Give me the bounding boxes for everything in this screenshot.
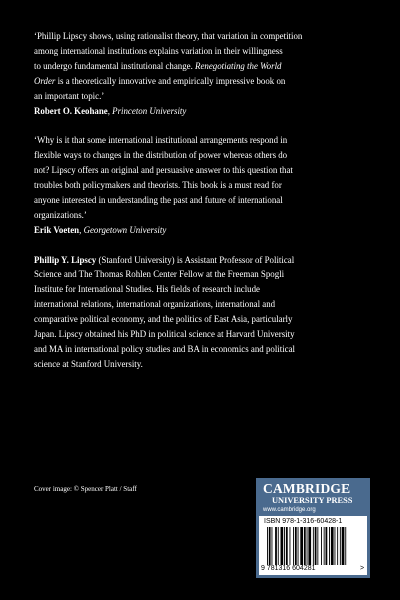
review-quote-line: ‘Why is it that some international institutional arrangements respond in bbox=[34, 135, 288, 146]
author-name: Phillip Y. Lipscy bbox=[34, 254, 97, 265]
barcode-bar bbox=[315, 527, 317, 565]
review-quote-line bbox=[34, 74, 369, 89]
barcode-bar bbox=[307, 527, 308, 565]
reviewer-name: Erik Voeten bbox=[34, 224, 80, 235]
barcode-bar bbox=[295, 527, 297, 565]
barcode-bar bbox=[326, 527, 328, 565]
barcode-bar bbox=[272, 527, 273, 565]
review-attribution-voeten: Erik Voeten, Georgetown University bbox=[34, 224, 167, 235]
barcode-bar bbox=[342, 527, 345, 565]
barcode-bar bbox=[284, 527, 285, 565]
reviewer-name: Robert O. Keohane bbox=[34, 105, 108, 116]
publisher-subtitle: UNIVERSITY PRESS bbox=[272, 496, 353, 505]
bio-line: Science and The Thomas Rohlen Center Fellow at the Freeman Spogli bbox=[34, 269, 285, 280]
bio-line: international relations, international organizations, international and bbox=[34, 299, 276, 310]
barcode-bar bbox=[321, 527, 322, 565]
barcode-bar bbox=[278, 527, 279, 565]
barcode-bar bbox=[275, 527, 277, 565]
review-quote-segment: is a theoretically innovative and empirically impressive book on bbox=[55, 75, 286, 86]
barcode-bar bbox=[340, 527, 341, 565]
barcode-bar bbox=[293, 527, 294, 565]
isbn-label: ISBN 978-1-316-60428-1 bbox=[264, 518, 343, 525]
barcode-bar bbox=[329, 527, 330, 565]
barcode-bar bbox=[290, 527, 291, 565]
book-title-italic: Renegotiating the World bbox=[195, 60, 282, 71]
publisher-url: www.cambridge.org bbox=[263, 507, 316, 513]
barcode-bar bbox=[267, 527, 268, 565]
cover-image-credit: Cover image: © Spencer Platt / Staff bbox=[34, 485, 137, 493]
barcode-bar bbox=[313, 527, 314, 565]
publisher-name: CAMBRIDGE bbox=[263, 481, 351, 496]
review-attribution-keohane: Robert O. Keohane, Princeton University bbox=[34, 105, 187, 116]
bio-line: comparative political economy, and the politics of East Asia, particularly bbox=[34, 314, 293, 325]
barcode-bar bbox=[298, 527, 299, 565]
barcode-bar bbox=[335, 527, 336, 565]
barcode-bar bbox=[324, 527, 325, 565]
review-quote-line bbox=[34, 59, 369, 74]
bio-line: and MA in international policy studies and BA in economics and political bbox=[34, 344, 296, 354]
review-quote-voeten bbox=[34, 133, 369, 222]
review-quote-segment: to undergo fundamental institutional change. bbox=[34, 60, 196, 71]
review-quote-line: not? Lipscy offers an original and persuasive answer to this question that bbox=[34, 165, 293, 176]
barcode-graphic bbox=[267, 527, 363, 567]
review-quote-line: ‘Phillip Lipscy shows, using rationalist theory, that variation in competition bbox=[34, 31, 303, 41]
bio-line bbox=[34, 253, 369, 268]
bio-line: Institute for International Studies. His fields of research include bbox=[34, 284, 261, 295]
bio-line: Japan. Lipscy obtained his PhD in political science at Harvard University bbox=[34, 329, 295, 340]
barcode-bar bbox=[331, 527, 334, 565]
barcode-bar bbox=[308, 527, 311, 565]
review-quote-line: anyone interested in understanding the past and future of international bbox=[34, 194, 283, 205]
review-quote-line: troubles both policymakers and theorists. This book is a must read for bbox=[34, 180, 282, 191]
barcode-bar bbox=[337, 527, 338, 565]
barcode-arrow: > bbox=[360, 565, 365, 572]
barcode-bar bbox=[300, 527, 303, 565]
author-bio bbox=[34, 253, 369, 372]
reviewer-institution: Georgetown University bbox=[83, 224, 167, 235]
publisher-block bbox=[256, 478, 370, 578]
barcode-bar bbox=[286, 527, 288, 565]
barcode-bar bbox=[304, 527, 306, 565]
review-quote-line: organizations.’ bbox=[34, 209, 87, 220]
barcode-bar bbox=[345, 527, 346, 565]
review-quote-line: an important topic.’ bbox=[34, 90, 105, 101]
review-quote-line: flexible ways to changes in the distribution of power whereas others do bbox=[34, 150, 288, 161]
back-cover-text bbox=[34, 29, 369, 372]
barcode-panel bbox=[259, 516, 367, 575]
review-quote-keohane bbox=[34, 29, 369, 104]
bio-segment: (Stanford University) is Assistant Professor of Political bbox=[96, 254, 295, 265]
reviewer-institution: Princeton University bbox=[112, 105, 187, 116]
review-quote-line: among international institutions explains variation in their willingness bbox=[34, 45, 283, 56]
barcode-bar bbox=[269, 527, 271, 565]
barcode-bar bbox=[317, 527, 318, 565]
bio-line: science at Stanford University. bbox=[34, 358, 143, 369]
book-title-italic: Order bbox=[34, 75, 56, 86]
barcode-bar bbox=[281, 527, 284, 565]
barcode-digits: 9 781316 604281 bbox=[261, 565, 316, 572]
